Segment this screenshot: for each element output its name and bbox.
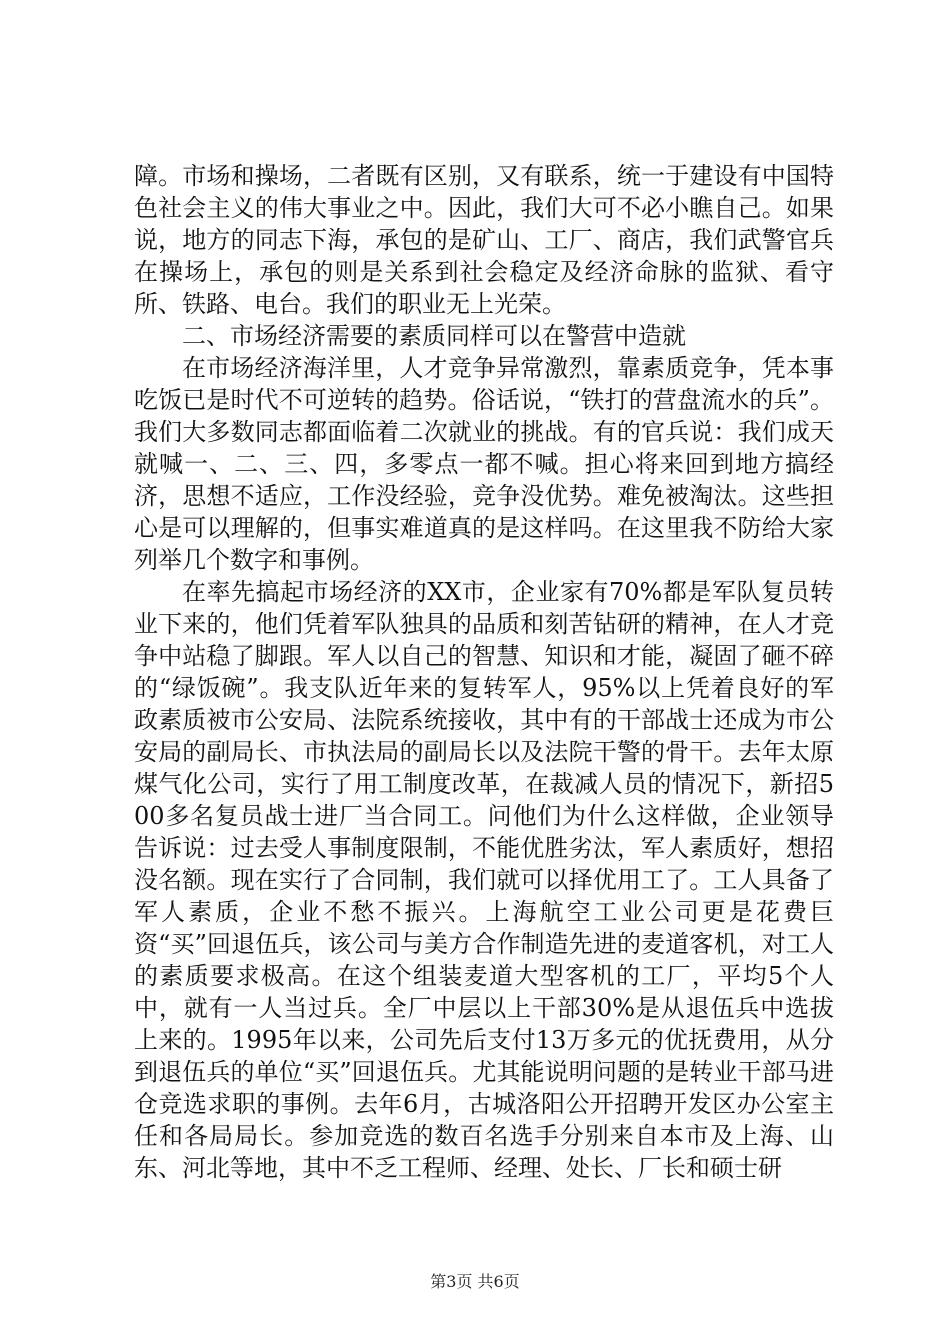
- section-heading: 二、市场经济需要的素质同样可以在警营中造就: [182, 322, 686, 350]
- page-footer: 第3页 共6页: [430, 1272, 520, 1291]
- paragraph-examples: 在率先搞起市场经济的XX市，企业家有70%都是军队复员转业下来的，他们凭着军队独具的品质和刻苦钻研的精神，在人才竞争中站稳了脚跟。军人以自己的智慧、知识和才能，凝固了砸不碎的“绿饭碗”。我支队近年来的复转军人，95%以上凭着良好的军政素质被市公安局、法院系统接收，其中有的干部战士还成为市公安局的副局长、市执法局的副局长以及法院干警的骨干。去年太原煤气化公司，实行了用工制度改革，在裁减人员的情况下，新招500多名复员战士进厂当合同工。问他们为什么这样做，企业领导告诉说：过去受人事制度限制，不能优胜劣汰，军人素质好，想招没名额。现在实行了合同制，我们就可以择优用工了。工人具备了军人素质，企业不愁不振兴。上海航空工业公司更是花费巨资“买”回退伍兵，该公司与美方合作制造先进的麦道客机，对工人的素质要求极高。在这个组装麦道大型客机的工厂，平均5个人中，就有一人当过兵。全厂中层以上干部30%是从退伍兵中选拔上来的。1995年以来，公司先后支付13万多元的优抚费用，从分到退伍兵的单位“买”回退伍兵。尤其能说明问题的是转业干部马进仓竞选求职的事例。去年6月，古城洛阳公开招聘开发区办公室主任和各局局长。参加竞选的数百名选手分别来自本市及上海、山东、河北等地，其中不乏工程师、经理、处长、厂长和硕士研: [134, 578, 834, 1182]
- paragraph-continuation: 障。市场和操场，二者既有区别，又有联系，统一于建设有中国特色社会主义的伟大事业之中。因此，我们大可不必小瞧自己。如果说，地方的同志下海，承包的是矿山、工厂、商店，我们武警官兵在操场上，承包的则是关系到社会稳定及经济命脉的监狱、看守所、铁路、电台。我们的职业无上光荣。: [134, 162, 834, 318]
- paragraph-talent-competition: 在市场经济海洋里，人才竞争异常激烈，靠素质竞争，凭本事吃饭已是时代不可逆转的趋势。俗话说，“铁打的营盘流水的兵”。我们大多数同志都面临着二次就业的挑战。有的官兵说：我们成天就喊一、二、三、四，多零点一都不喊。担心将来回到地方搞经济，思想不适应，工作没经验，竞争没优势。难免被淘汰。这些担心是可以理解的，但事实难道真的是这样吗。在这里我不防给大家列举几个数字和事例。: [134, 354, 834, 574]
- document-body: [134, 160, 834, 1184]
